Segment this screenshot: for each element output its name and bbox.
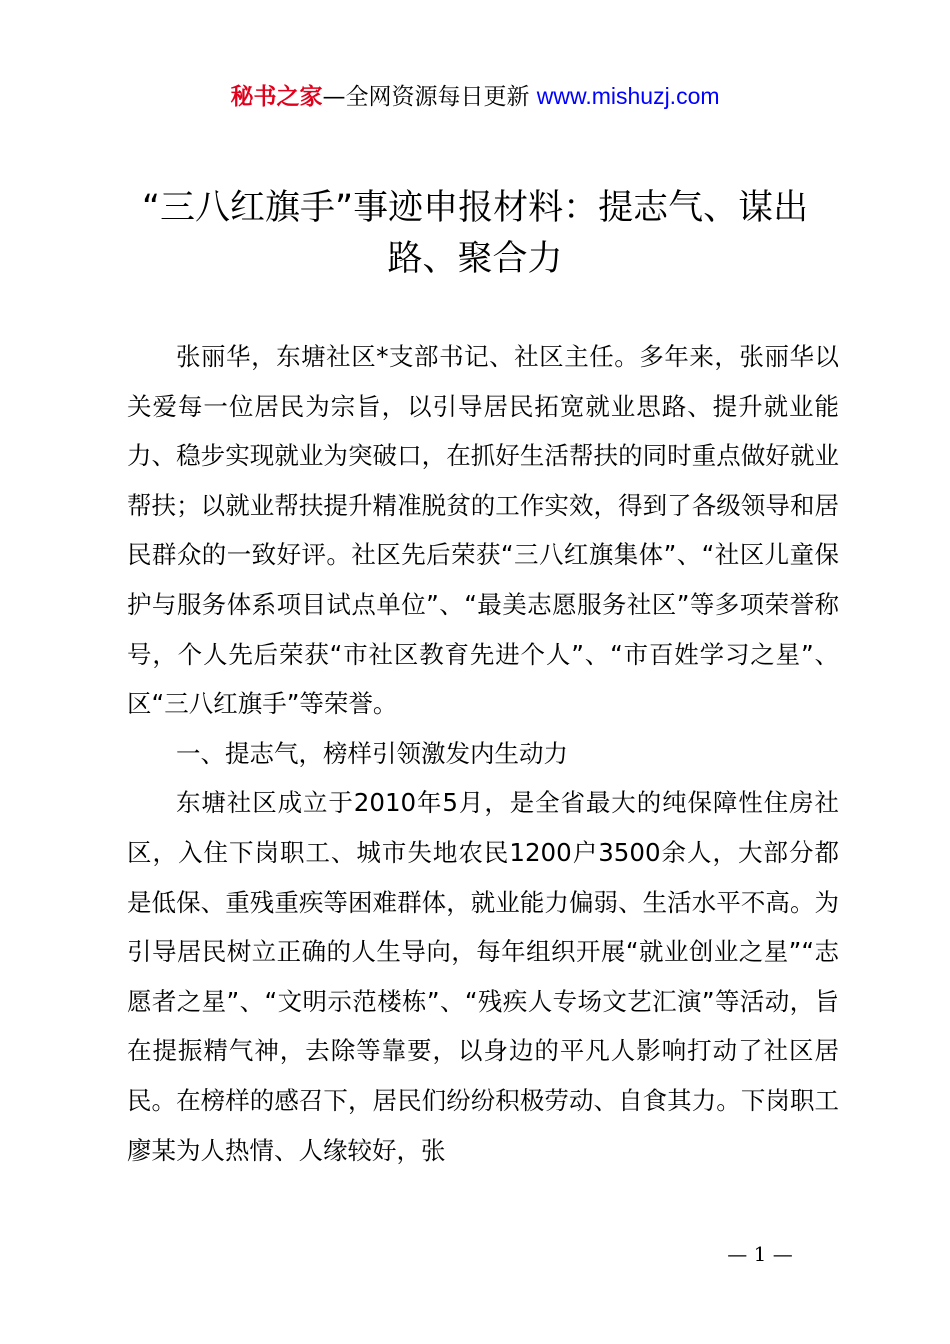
site-header bbox=[0, 80, 950, 113]
document-body bbox=[127, 332, 839, 1175]
document-title: “三八红旗手”事迹申报材料：提志气、谋出路、聚合力 bbox=[141, 188, 809, 279]
header-brand: 秘书之家 bbox=[230, 84, 323, 110]
page-number: — 1 — bbox=[727, 1242, 793, 1266]
header-url-link[interactable]: www.mishuzj.com bbox=[536, 83, 720, 109]
section-heading-1: 一、提志气，榜样引领激发内生动力 bbox=[176, 738, 568, 768]
paragraph-section-1: 东塘社区成立于2010年5月，是全省最大的纯保障性住房社区，入住下岗职工、城市失地农民1200户3500余人，大部分都是低保、重残重疾等困难群体，就业能力偏弱、生活水平不高。为引导居民树立正确的人生导向，每年组织开展“就业创业之星”“志愿者之星”、“文明示范楼栋”、“残疾人专场文艺汇演”等活动，旨在提振精气神，去除等靠要，以身边的平凡人影响打动了社区居民。在榜样的感召下，居民们纷纷积极劳动、自食其力。下岗职工廖某为人热情、人缘较好，张 bbox=[127, 788, 839, 1165]
header-tagline: —全网资源每日更新 bbox=[322, 84, 530, 110]
paragraph-intro: 张丽华，东塘社区*支部书记、社区主任。多年来，张丽华以关爱每一位居民为宗旨，以引导居民拓宽就业思路、提升就业能力、稳步实现就业为突破口，在抓好生活帮扶的同时重点做好就业帮扶；以就业帮扶提升精准脱贫的工作实效，得到了各级领导和居民群众的一致好评。社区先后荣获“三八红旗集体”、“社区儿童保护与服务体系项目试点单位”、“最美志愿服务社区”等多项荣誉称号，个人先后荣获“市社区教育先进个人”、“市百姓学习之星”、区“三八红旗手”等荣誉。 bbox=[127, 342, 839, 719]
